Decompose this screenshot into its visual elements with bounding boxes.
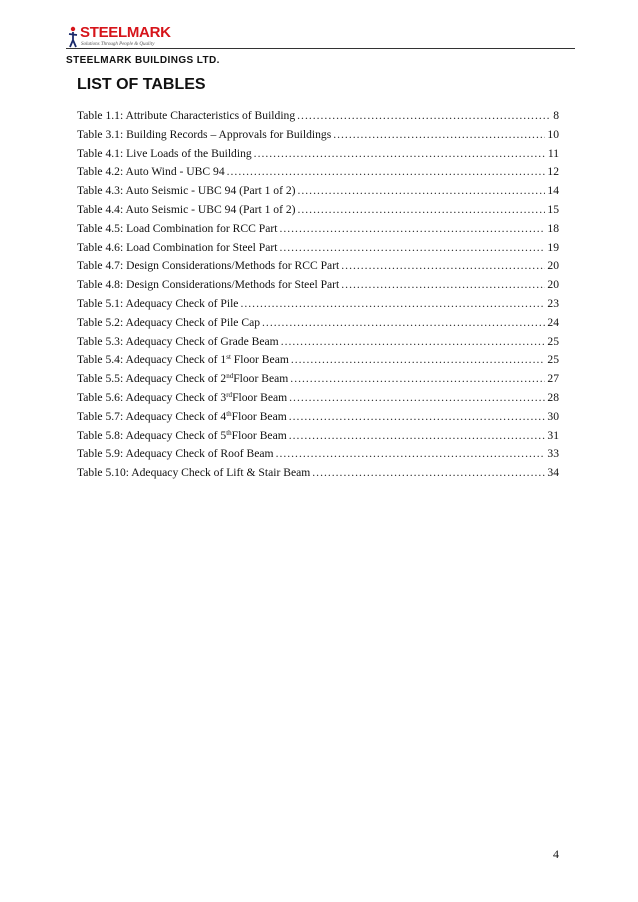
toc-dot-leader <box>333 126 545 145</box>
toc-entry-label <box>77 370 288 389</box>
toc-entry-page: 11 <box>547 146 559 160</box>
toc-entry-label <box>77 163 225 182</box>
toc-dot-leader <box>289 389 545 408</box>
toc-dot-leader <box>254 145 546 164</box>
toc-dot-leader <box>240 295 545 314</box>
toc-entry-page: 14 <box>547 184 559 198</box>
toc-entry-text: Table 4.8: Design Considerations/Methods for Steel Part <box>77 278 340 292</box>
toc-entry[interactable] <box>77 182 559 201</box>
list-of-tables <box>77 107 559 483</box>
toc-dot-leader <box>291 351 546 370</box>
toc-entry-text-suffix: Floor Beam <box>231 409 287 423</box>
toc-dot-leader <box>289 427 546 446</box>
toc-dot-leader <box>341 257 545 276</box>
toc-entry-page: 20 <box>547 259 559 273</box>
toc-entry-text: Table 4.7: Design Considerations/Methods for RCC Part <box>77 259 340 273</box>
toc-dot-leader <box>297 107 551 126</box>
page-header <box>66 24 586 66</box>
toc-entry-page: 24 <box>547 315 559 329</box>
toc-dot-leader <box>279 220 545 239</box>
toc-entry[interactable] <box>77 389 559 408</box>
toc-entry-page: 31 <box>547 428 559 442</box>
toc-dot-leader <box>289 408 546 427</box>
toc-entry-text: Table 5.2: Adequacy Check of Pile Cap <box>77 315 261 329</box>
toc-entry-page: 33 <box>547 447 559 461</box>
logo-brand: STEELMARK <box>80 24 171 41</box>
steelmark-logo-figure-icon <box>66 26 80 48</box>
toc-entry-text-suffix: Floor Beam <box>232 390 288 404</box>
toc-entry[interactable] <box>77 220 559 239</box>
toc-entry[interactable] <box>77 351 559 370</box>
toc-entry-page: 15 <box>547 202 559 216</box>
toc-entry-page: 19 <box>547 240 559 254</box>
toc-entry-text: Table 4.2: Auto Wind - UBC 94 <box>77 165 225 179</box>
toc-dot-leader <box>276 445 546 464</box>
toc-entry-page: 8 <box>553 109 559 122</box>
toc-entry-text: Table 4.3: Auto Seismic - UBC 94 (Part 1 of 2) <box>77 184 296 198</box>
logo-tagline: Solutions Through People & Quality <box>81 42 155 47</box>
toc-entry-page: 12 <box>547 165 559 179</box>
header-divider <box>66 48 575 49</box>
steelmark-logo <box>66 24 586 54</box>
toc-entry-label <box>77 445 274 464</box>
toc-entry-page: 25 <box>547 353 559 367</box>
toc-entry[interactable] <box>77 314 559 333</box>
toc-dot-leader <box>227 163 546 182</box>
toc-entry-label <box>77 145 252 164</box>
toc-entry[interactable] <box>77 408 559 427</box>
toc-entry[interactable] <box>77 333 559 352</box>
toc-entry-text: Table 4.5: Load Combination for RCC Part <box>77 221 278 235</box>
toc-entry-text: Table 4.1: Live Loads of the Building <box>77 146 252 160</box>
toc-entry-page: 10 <box>547 127 559 141</box>
toc-entry-label <box>77 126 331 145</box>
toc-entry-label <box>77 201 295 220</box>
toc-entry[interactable] <box>77 295 559 314</box>
toc-entry[interactable] <box>77 239 559 258</box>
toc-entry-page: 27 <box>547 372 559 386</box>
toc-entry-label <box>77 427 287 446</box>
toc-entry-page: 28 <box>547 390 559 404</box>
toc-entry-label <box>77 408 287 427</box>
toc-entry-text: Table 5.1: Adequacy Check of Pile <box>77 296 239 310</box>
toc-entry[interactable] <box>77 163 559 182</box>
toc-entry-label <box>77 295 238 314</box>
toc-entry[interactable] <box>77 126 559 145</box>
toc-dot-leader <box>297 182 545 201</box>
toc-entry-label <box>77 257 339 276</box>
toc-entry-ordinal-suffix: nd <box>226 372 234 381</box>
toc-entry-label <box>77 220 277 239</box>
toc-entry-text: Table 5.4: Adequacy Check of 1 <box>77 353 227 367</box>
toc-entry-label <box>77 239 277 258</box>
toc-entry-text: Table 3.1: Building Records – Approvals for Buildings <box>77 127 332 141</box>
toc-dot-leader <box>262 314 545 333</box>
toc-entry-ordinal-suffix: st <box>226 353 231 362</box>
toc-entry-text-suffix: Floor Beam <box>230 353 289 367</box>
toc-entry[interactable] <box>77 445 559 464</box>
toc-entry-label <box>77 464 310 483</box>
toc-entry-text: Table 5.6: Adequacy Check of 3 <box>77 390 227 404</box>
toc-entry-label <box>77 276 339 295</box>
toc-dot-leader <box>290 370 545 389</box>
toc-entry-label <box>77 107 295 126</box>
toc-entry[interactable] <box>77 107 559 126</box>
toc-entry-ordinal-suffix: th <box>226 409 232 418</box>
toc-entry-page: 25 <box>547 334 559 348</box>
toc-entry[interactable] <box>77 145 559 164</box>
toc-entry-ordinal-suffix: th <box>226 428 232 437</box>
toc-dot-leader <box>279 239 545 258</box>
toc-entry-text: Table 4.4: Auto Seismic - UBC 94 (Part 1 of 2) <box>77 202 296 216</box>
toc-entry-label <box>77 182 295 201</box>
toc-dot-leader <box>281 333 546 352</box>
toc-entry-text: Table 5.10: Adequacy Check of Lift & Stair Beam <box>77 466 311 480</box>
toc-entry-text: Table 4.6: Load Combination for Steel Part <box>77 240 278 254</box>
toc-entry-text: Table 1.1: Attribute Characteristics of Building <box>77 109 296 122</box>
toc-entry-ordinal-suffix: rd <box>226 390 233 399</box>
toc-entry[interactable] <box>77 370 559 389</box>
toc-dot-leader <box>312 464 545 483</box>
toc-entry-page: 23 <box>547 296 559 310</box>
toc-entry-text: Table 5.3: Adequacy Check of Grade Beam <box>77 334 279 348</box>
toc-entry-text: Table 5.7: Adequacy Check of 4 <box>77 409 227 423</box>
toc-entry-text-suffix: Floor Beam <box>233 372 289 386</box>
toc-entry[interactable] <box>77 427 559 446</box>
toc-entry-page: 30 <box>547 409 559 423</box>
company-name: STEELMARK BUILDINGS LTD. <box>66 55 220 66</box>
toc-entry[interactable] <box>77 276 559 295</box>
page-title: LIST OF TABLES <box>77 76 206 93</box>
page-number: 4 <box>553 847 559 861</box>
toc-entry[interactable] <box>77 464 559 483</box>
toc-entry[interactable] <box>77 257 559 276</box>
toc-entry[interactable] <box>77 201 559 220</box>
toc-entry-label <box>77 314 260 333</box>
toc-entry-page: 34 <box>547 466 559 480</box>
toc-entry-text: Table 5.9: Adequacy Check of Roof Beam <box>77 447 274 461</box>
toc-entry-label <box>77 351 289 370</box>
toc-entry-label <box>77 389 287 408</box>
toc-entry-text: Table 5.5: Adequacy Check of 2 <box>77 372 227 386</box>
toc-dot-leader <box>341 276 545 295</box>
toc-entry-label <box>77 333 279 352</box>
toc-entry-text-suffix: Floor Beam <box>231 428 287 442</box>
toc-dot-leader <box>297 201 545 220</box>
toc-entry-page: 20 <box>547 278 559 292</box>
toc-entry-text: Table 5.8: Adequacy Check of 5 <box>77 428 227 442</box>
toc-entry-page: 18 <box>547 221 559 235</box>
